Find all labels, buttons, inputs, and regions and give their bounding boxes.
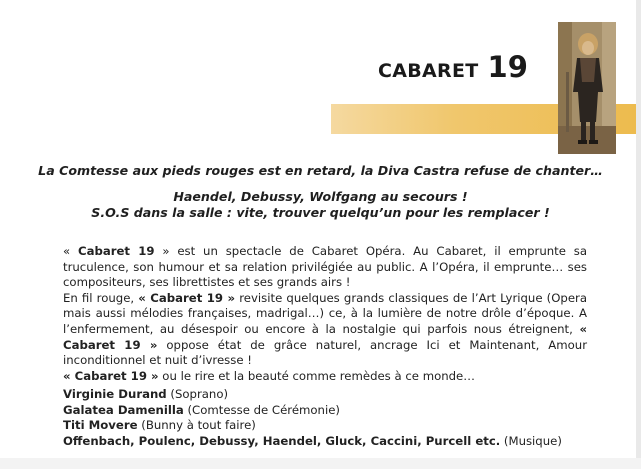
paragraph-2-mid: revisite quelques grands classiques de l’Art Lyrique (Opera mais aussi mélodies françaises, madrigal…) ce, à la lumière de notre drôle d’époque. A l’enfermement, au désespoir ou encore à la nostalgie qui parfois nous étreignent, — [63, 290, 587, 336]
show-name: « Cabaret 19 » — [63, 368, 159, 383]
description-body — [63, 244, 587, 384]
intro-line-1: La Comtesse aux pieds rouges est en retard, la Diva Castra refuse de chanter… — [38, 163, 603, 178]
credit-item — [63, 418, 603, 434]
credit-item — [63, 403, 603, 419]
credit-role: (Bunny à tout faire) — [141, 418, 256, 433]
credit-name: Titi Movere — [63, 418, 138, 433]
credit-role: (Soprano) — [170, 387, 229, 401]
credit-item — [63, 387, 603, 403]
intro-line-2: Haendel, Debussy, Wolfgang au secours ! — [173, 189, 468, 204]
description-paragraph-1 — [63, 244, 587, 291]
credit-item — [63, 434, 603, 450]
show-name: « Cabaret 19 » — [138, 290, 236, 305]
title-word: CABARET — [378, 60, 479, 82]
performer-photo-icon — [558, 22, 616, 154]
show-name: Cabaret 19 — [78, 244, 155, 258]
paragraph-1-text: » est un spectacle de Cabaret Opéra. Au Cabaret, il emprunte sa truculence, son humour et sa relation privilégiée au public. A l’Opéra, il emprunte… ses compositeurs, ses librettistes et ses grands airs ! — [63, 244, 588, 290]
title-number: 19 — [487, 50, 528, 84]
quote-open: « — [63, 244, 71, 258]
page-edge-right — [636, 0, 641, 469]
credit-role: (Musique) — [503, 433, 562, 448]
description-paragraph-2 — [63, 291, 587, 369]
paragraph-2-start: En fil rouge, — [63, 290, 135, 305]
page-edge-bottom — [0, 458, 641, 469]
paragraph-2-end: oppose état de grâce naturel, ancrage Ici et Maintenant, Amour inconditionnel et nuit d’ivresse ! — [63, 337, 587, 368]
description-paragraph-3 — [63, 369, 587, 385]
credit-name: Offenbach, Poulenc, Debussy, Haendel, Gluck, Caccini, Purcell etc. — [63, 433, 501, 448]
show-name: « Cabaret 19 » — [63, 321, 587, 352]
performer-photo — [558, 22, 616, 154]
credit-name: Galatea Damenilla — [63, 402, 184, 417]
intro-line-3: S.O.S dans la salle : vite, trouver quelqu’un pour les remplacer ! — [91, 205, 550, 220]
page-title — [378, 50, 528, 84]
credits-list — [63, 387, 603, 449]
credit-name: Virginie Durand — [63, 387, 167, 401]
paragraph-3-text: ou le rire et la beauté comme remèdes à ce monde… — [162, 368, 475, 383]
credit-role: (Comtesse de Cérémonie) — [187, 402, 340, 417]
